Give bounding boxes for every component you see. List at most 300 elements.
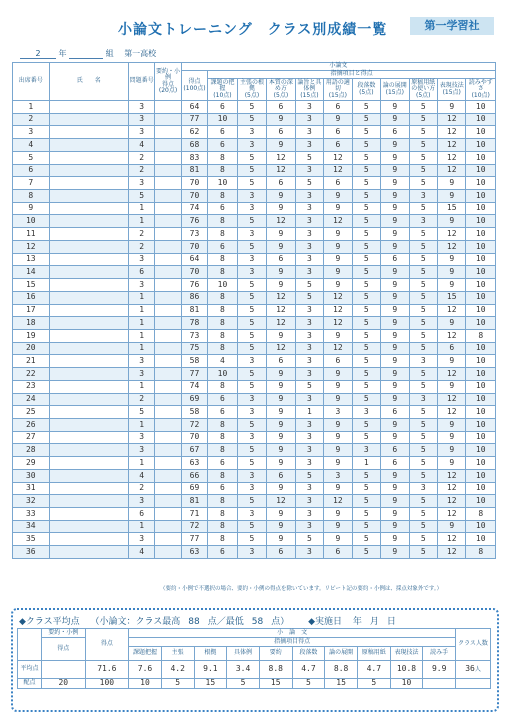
cell-qnum: 3 — [128, 533, 154, 546]
cell-qnum: 4 — [128, 139, 154, 152]
cell-category: 5 — [409, 520, 437, 533]
cell-category: 8 — [208, 291, 237, 304]
cell-category: 5 — [295, 279, 323, 292]
cell-category: 10 — [466, 151, 496, 164]
avg-label: ◆クラス平均点 — [19, 617, 80, 627]
cell-category: 10 — [466, 482, 496, 495]
cell-category: 3 — [237, 139, 266, 152]
cell-category: 8 — [208, 418, 237, 431]
group-suffix: 組 — [105, 49, 114, 58]
cell-category: 12 — [438, 304, 466, 317]
cell-category: 9 — [381, 113, 409, 126]
cell-category: 10 — [208, 177, 237, 190]
cell-name — [49, 253, 128, 266]
cell-category: 6 — [324, 139, 352, 152]
cell-category: 3 — [352, 406, 380, 419]
sum-ronbun: 小 論 文 — [129, 629, 456, 638]
cell-category: 10 — [466, 418, 496, 431]
cell-qnum: 1 — [128, 329, 154, 342]
cell-qnum: 1 — [128, 380, 154, 393]
cell-category: 6 — [208, 202, 237, 215]
cell-category: 9 — [324, 329, 352, 342]
cell-category: 5 — [352, 508, 380, 521]
cell-category: 12 — [267, 495, 295, 508]
cell-category: 5 — [237, 304, 266, 317]
cell-category: 9 — [438, 520, 466, 533]
cell-no: 24 — [13, 393, 50, 406]
cell-qnum: 2 — [128, 393, 154, 406]
cell-name — [49, 113, 128, 126]
cell-selection — [155, 329, 181, 342]
cell-category: 5 — [409, 266, 437, 279]
cell-category: 5 — [352, 393, 380, 406]
table-row — [13, 380, 496, 393]
cell-total: 81 — [181, 164, 207, 177]
cell-category: 5 — [295, 177, 323, 190]
cell-category: 5 — [352, 520, 380, 533]
cell-name — [49, 520, 128, 533]
cell-category: 3 — [237, 508, 266, 521]
cell-category: 6 — [324, 546, 352, 559]
cell-category: 5 — [295, 469, 323, 482]
cell-no: 2 — [13, 113, 50, 126]
cell-category: 5 — [237, 113, 266, 126]
sum-shiteki: 指摘項目得点 — [129, 638, 456, 647]
cell-selection — [155, 508, 181, 521]
cell-category: 5 — [237, 279, 266, 292]
cell-category: 3 — [295, 355, 323, 368]
cell-category: 9 — [267, 418, 295, 431]
cell-category: 5 — [409, 508, 437, 521]
cell-category: 8 — [208, 253, 237, 266]
cell-category: 6 — [208, 126, 237, 139]
cell-category: 5 — [237, 177, 266, 190]
cell-category: 3 — [237, 431, 266, 444]
cell-name — [49, 508, 128, 521]
cell-selection — [155, 266, 181, 279]
cell-category: 5 — [409, 406, 437, 419]
cell-selection — [155, 393, 181, 406]
cell-category: 9 — [267, 457, 295, 470]
cell-category: 5 — [352, 291, 380, 304]
cell-category: 9 — [381, 317, 409, 330]
cell-category: 9 — [267, 431, 295, 444]
cell-total: 69 — [181, 393, 207, 406]
cell-category: 5 — [352, 113, 380, 126]
cell-qnum: 1 — [128, 317, 154, 330]
cell-selection — [155, 228, 181, 241]
haiten-label: 配点 — [18, 679, 42, 689]
cell-qnum: 1 — [128, 304, 154, 317]
cell-category: 5 — [352, 418, 380, 431]
cell-selection — [155, 355, 181, 368]
cell-qnum: 2 — [128, 240, 154, 253]
cell-selection — [155, 444, 181, 457]
cell-category: 3 — [237, 266, 266, 279]
cell-category: 5 — [352, 546, 380, 559]
cell-total: 77 — [181, 368, 207, 381]
table-row — [13, 393, 496, 406]
cell-category: 9 — [438, 431, 466, 444]
cell-category: 9 — [267, 190, 295, 203]
cell-category: 9 — [324, 418, 352, 431]
cell-category: 5 — [295, 380, 323, 393]
haiten-category: 15 — [194, 679, 227, 689]
cell-category: 6 — [208, 393, 237, 406]
cell-category: 9 — [324, 253, 352, 266]
table-row — [13, 139, 496, 152]
footnote: （要約・小例で不選択の場合、要約・小例の得点を除いています。リピート記の要約・小例は、採点対象外です。） — [160, 586, 443, 592]
cell-category: 10 — [466, 240, 496, 253]
cell-category: 3 — [237, 355, 266, 368]
cell-selection — [155, 431, 181, 444]
cell-category: 9 — [267, 393, 295, 406]
cell-category: 10 — [466, 228, 496, 241]
cell-category: 6 — [267, 101, 295, 114]
category-header: 表現技法 (15点) — [438, 79, 466, 101]
cell-qnum: 3 — [128, 279, 154, 292]
category-header: 論旨と具体例 (15点) — [295, 79, 323, 101]
cell-no: 9 — [13, 202, 50, 215]
cell-name — [49, 202, 128, 215]
cell-name — [49, 457, 128, 470]
cell-category: 9 — [267, 202, 295, 215]
sum-corner — [18, 629, 42, 661]
haiten-category: 15 — [259, 679, 292, 689]
cell-category: 8 — [208, 380, 237, 393]
cell-category: 3 — [409, 355, 437, 368]
cell-category: 10 — [466, 495, 496, 508]
footer-header: ◆クラス平均点 （小論文：クラス最高 88 点／最低 58 点） ◆実施日 年 月 日 — [19, 617, 396, 627]
cell-selection — [155, 253, 181, 266]
cell-category: 10 — [466, 317, 496, 330]
cell-qnum: 3 — [128, 126, 154, 139]
cell-category: 3 — [295, 202, 323, 215]
cell-category: 5 — [352, 304, 380, 317]
cell-category: 12 — [438, 368, 466, 381]
cell-category: 9 — [324, 533, 352, 546]
cell-category: 6 — [208, 546, 237, 559]
table-row — [13, 253, 496, 266]
cell-category: 10 — [466, 215, 496, 228]
cell-category: 6 — [208, 406, 237, 419]
cell-category: 9 — [267, 444, 295, 457]
cell-category: 5 — [352, 279, 380, 292]
haiten-category: 15 — [325, 679, 358, 689]
cell-category: 10 — [466, 355, 496, 368]
cell-category: 5 — [409, 291, 437, 304]
table-row — [13, 228, 496, 241]
cell-selection — [155, 113, 181, 126]
cell-no: 10 — [13, 215, 50, 228]
cell-category: 9 — [324, 444, 352, 457]
cell-qnum: 5 — [128, 190, 154, 203]
cell-category: 5 — [409, 317, 437, 330]
cell-category: 9 — [381, 508, 409, 521]
table-row — [13, 533, 496, 546]
category-header: 段落数 (5点) — [352, 79, 380, 101]
cell-category: 10 — [466, 113, 496, 126]
cell-category: 5 — [352, 469, 380, 482]
cell-category: 9 — [381, 546, 409, 559]
cell-category: 9 — [267, 482, 295, 495]
cell-category: 12 — [324, 317, 352, 330]
cell-category: 10 — [208, 279, 237, 292]
cell-no: 22 — [13, 368, 50, 381]
cell-category: 5 — [237, 368, 266, 381]
cell-total: 68 — [181, 139, 207, 152]
cell-category: 3 — [237, 406, 266, 419]
cell-selection — [155, 317, 181, 330]
cell-no: 3 — [13, 126, 50, 139]
summary-category: 要約 — [259, 647, 292, 661]
cell-category: 8 — [208, 520, 237, 533]
cell-category: 9 — [267, 139, 295, 152]
sum-class-label: クラス人数 — [456, 629, 491, 661]
cell-category: 10 — [208, 368, 237, 381]
cell-category: 5 — [352, 139, 380, 152]
haiten-category: 5 — [161, 679, 194, 689]
cell-category: 5 — [409, 304, 437, 317]
table-row — [13, 368, 496, 381]
table-row — [13, 215, 496, 228]
cell-category: 10 — [466, 431, 496, 444]
cell-category: 5 — [352, 368, 380, 381]
cell-no: 30 — [13, 469, 50, 482]
cell-name — [49, 164, 128, 177]
cell-category: 9 — [381, 393, 409, 406]
cell-category: 9 — [324, 202, 352, 215]
cell-category: 10 — [466, 457, 496, 470]
cell-qnum: 3 — [128, 177, 154, 190]
cell-category: 9 — [381, 380, 409, 393]
sum-tokuten: 得点 — [41, 638, 85, 661]
cell-selection — [155, 304, 181, 317]
cell-category: 12 — [438, 533, 466, 546]
cell-category: 3 — [409, 482, 437, 495]
haiten-category: 10 — [129, 679, 162, 689]
cell-category: 6 — [267, 253, 295, 266]
cell-category: 15 — [438, 202, 466, 215]
cell-category: 12 — [267, 317, 295, 330]
cell-category: 9 — [381, 228, 409, 241]
cell-category: 12 — [438, 228, 466, 241]
cell-category: 8 — [208, 266, 237, 279]
cell-total: 81 — [181, 304, 207, 317]
cell-category: 5 — [409, 457, 437, 470]
haiten-category: 5 — [292, 679, 325, 689]
cell-category: 6 — [267, 177, 295, 190]
cell-category: 12 — [438, 482, 466, 495]
cell-category: 9 — [381, 495, 409, 508]
cell-category: 3 — [409, 393, 437, 406]
cell-qnum: 1 — [128, 342, 154, 355]
cell-category: 3 — [295, 190, 323, 203]
cell-category: 10 — [466, 342, 496, 355]
cell-category: 5 — [409, 495, 437, 508]
cell-category: 9 — [381, 164, 409, 177]
cell-category: 5 — [409, 546, 437, 559]
cell-name — [49, 279, 128, 292]
cell-category: 12 — [267, 215, 295, 228]
cell-category: 10 — [466, 164, 496, 177]
cell-category: 12 — [438, 139, 466, 152]
cell-category: 5 — [409, 380, 437, 393]
cell-category: 3 — [295, 164, 323, 177]
cell-total: 72 — [181, 418, 207, 431]
cell-selection — [155, 240, 181, 253]
cell-category: 9 — [324, 520, 352, 533]
haiten-total: 100 — [85, 679, 129, 689]
cell-category: 9 — [381, 520, 409, 533]
cell-category: 5 — [409, 139, 437, 152]
cell-name — [49, 444, 128, 457]
cell-name — [49, 228, 128, 241]
score-table — [12, 62, 496, 559]
table-row — [13, 469, 496, 482]
cell-category: 8 — [208, 228, 237, 241]
cell-category: 12 — [324, 164, 352, 177]
cell-total: 70 — [181, 431, 207, 444]
cell-category: 3 — [295, 546, 323, 559]
cell-category: 3 — [237, 126, 266, 139]
sel-top: 要約・小例 — [156, 67, 181, 82]
cell-category: 12 — [324, 304, 352, 317]
cell-category: 5 — [352, 101, 380, 114]
cell-category: 12 — [438, 164, 466, 177]
cell-category: 9 — [381, 368, 409, 381]
cell-category: 3 — [237, 190, 266, 203]
cell-total: 67 — [181, 444, 207, 457]
cell-no: 5 — [13, 151, 50, 164]
cell-category: 5 — [352, 177, 380, 190]
cell-selection — [155, 482, 181, 495]
cell-no: 35 — [13, 533, 50, 546]
cell-qnum: 4 — [128, 546, 154, 559]
cell-name — [49, 546, 128, 559]
cell-category: 5 — [352, 164, 380, 177]
cell-category: 9 — [438, 253, 466, 266]
header-no: 出席番号 — [13, 63, 50, 101]
cell-category: 9 — [324, 266, 352, 279]
cell-category: 15 — [438, 291, 466, 304]
cell-category: 3 — [237, 202, 266, 215]
cell-category: 12 — [324, 495, 352, 508]
cell-category: 9 — [267, 406, 295, 419]
cell-category: 5 — [352, 355, 380, 368]
cell-selection — [155, 418, 181, 431]
cell-selection — [155, 151, 181, 164]
cell-total: 77 — [181, 113, 207, 126]
cell-total: 70 — [181, 190, 207, 203]
cell-category: 9 — [381, 279, 409, 292]
cell-category: 5 — [352, 317, 380, 330]
cell-qnum: 2 — [128, 151, 154, 164]
cell-selection — [155, 190, 181, 203]
cell-category: 3 — [237, 393, 266, 406]
table-row — [13, 508, 496, 521]
cell-category: 10 — [208, 113, 237, 126]
cell-category: 5 — [409, 253, 437, 266]
avg-category: 7.6 — [129, 661, 162, 679]
cell-name — [49, 355, 128, 368]
cell-category: 10 — [466, 469, 496, 482]
cell-no: 31 — [13, 482, 50, 495]
table-row — [13, 113, 496, 126]
haiten-category: 10 — [390, 679, 423, 689]
cell-category: 9 — [381, 431, 409, 444]
cell-name — [49, 482, 128, 495]
header-total: 得点 (100点) — [181, 71, 207, 101]
cell-category: 3 — [295, 266, 323, 279]
cell-category: 10 — [466, 253, 496, 266]
cell-no: 6 — [13, 164, 50, 177]
cell-category: 5 — [409, 177, 437, 190]
header-ronbun: 小論文 — [181, 63, 495, 71]
cell-no: 4 — [13, 139, 50, 152]
cell-category: 12 — [438, 495, 466, 508]
cell-category: 9 — [381, 469, 409, 482]
cell-category: 9 — [381, 190, 409, 203]
cell-category: 10 — [466, 101, 496, 114]
cell-category: 12 — [438, 329, 466, 342]
cell-no: 33 — [13, 508, 50, 521]
cell-category: 9 — [324, 482, 352, 495]
cell-category: 3 — [295, 329, 323, 342]
cell-name — [49, 329, 128, 342]
cell-category: 8 — [466, 508, 496, 521]
cell-category: 9 — [438, 279, 466, 292]
cell-total: 74 — [181, 380, 207, 393]
table-row — [13, 355, 496, 368]
cell-qnum: 1 — [128, 291, 154, 304]
cell-qnum: 1 — [128, 418, 154, 431]
cell-total: 58 — [181, 406, 207, 419]
cell-category: 5 — [409, 418, 437, 431]
cell-name — [49, 101, 128, 114]
cell-category: 3 — [295, 101, 323, 114]
cell-category: 4 — [208, 355, 237, 368]
cell-category: 9 — [381, 329, 409, 342]
cell-category: 5 — [237, 329, 266, 342]
cell-total: 75 — [181, 342, 207, 355]
cell-category: 9 — [324, 240, 352, 253]
cell-category: 5 — [409, 444, 437, 457]
cell-name — [49, 126, 128, 139]
header-qnum: 問題番号 — [128, 63, 154, 101]
grade-suffix: 年 — [58, 49, 67, 58]
cell-qnum: 3 — [128, 101, 154, 114]
cell-category: 3 — [237, 469, 266, 482]
cell-no: 32 — [13, 495, 50, 508]
cell-name — [49, 266, 128, 279]
cell-no: 25 — [13, 406, 50, 419]
table-row — [13, 317, 496, 330]
cell-category: 12 — [438, 113, 466, 126]
avg-category: 4.7 — [357, 661, 390, 679]
cell-category: 5 — [237, 342, 266, 355]
cell-category: 8 — [208, 508, 237, 521]
cell-name — [49, 190, 128, 203]
category-header: 主張の根拠 (5点) — [237, 79, 266, 101]
cell-selection — [155, 520, 181, 533]
cell-category: 6 — [208, 457, 237, 470]
cell-qnum: 2 — [128, 164, 154, 177]
cell-name — [49, 469, 128, 482]
cell-total: 77 — [181, 533, 207, 546]
cell-category: 9 — [267, 279, 295, 292]
cell-category: 12 — [267, 304, 295, 317]
